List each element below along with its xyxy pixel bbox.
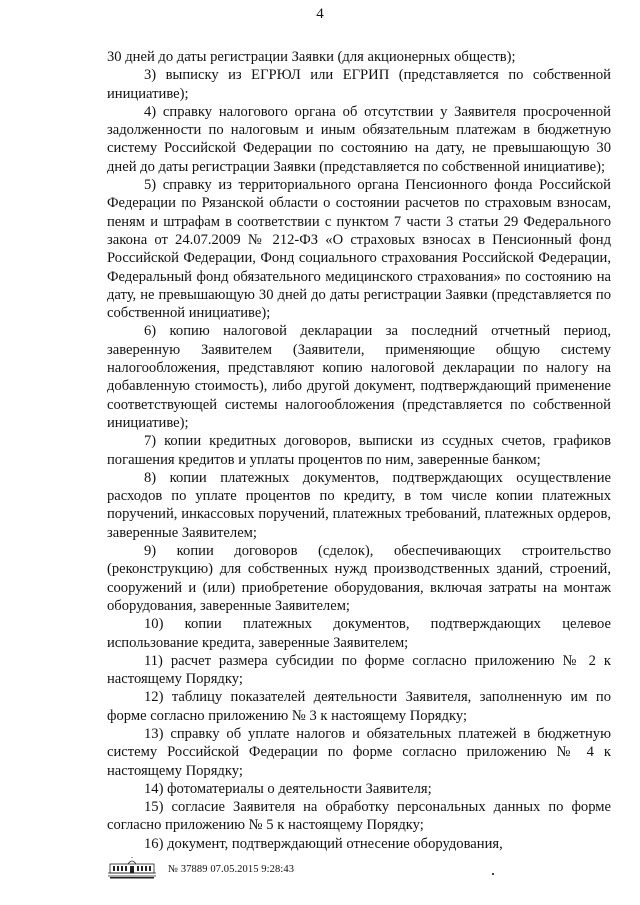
paragraph-item-5: 5) справку из территориального органа Пенсионного фонда Российской Федерации по Рязанской области о состоянии расчетов по страховым взносам, пеням и штрафам в соответствии с пунктом 7 части 3 статьи 29 Федерального закона от 24.07.2009 № 212-ФЗ «О страховых взносах в Пенсионный фонд Российской Федерации, Фонд социального страхования Российской Федерации, Федеральный фонд обязательного медицинского страхования» по состоянию на дату, не превышающую 30 дней до даты регистрации Заявки (представляется по собственной инициативе); <box>107 177 611 322</box>
paragraph-item-6: 6) копию налоговой декларации за последний отчетный период, заверенную Заявителем (Заявители, применяющие общую систему налогообложения, представляют копию налоговой декларации по налогу на добавленную стоимость), либо другой документ, подтверждающий применение соответствующей системы налогообложения (представляется по собственной инициативе); <box>107 323 611 431</box>
paragraph-item-12: 12) таблицу показателей деятельности Заявителя, заполненную им по форме согласно приложению № 3 к настоящему Порядку; <box>107 689 611 724</box>
building-seal-icon <box>106 857 158 882</box>
paragraph-item-8: 8) копии платежных документов, подтверждающих осуществление расходов по уплате процентов по кредиту, в том числе копии платежных поручений, инкассовых поручений, платежных требований, платежных ордеров, заверенные Заявителем; <box>107 469 611 541</box>
paragraph-item-16: 16) документ, подтверждающий отнесение оборудования, <box>144 835 503 852</box>
page-number: 4 <box>316 6 324 22</box>
paragraph-item-15: 15) согласие Заявителя на обработку персональных данных по форме согласно приложению № 5 к настоящему Порядку; <box>107 799 611 834</box>
paragraph-item-7: 7) копии кредитных договоров, выписки из ссудных счетов, графиков погашения кредитов и уплаты процентов по ним, заверенные банком; <box>107 433 611 468</box>
scan-speck <box>492 873 494 875</box>
paragraph-item-13: 13) справку об уплате налогов и обязательных платежей в бюджетную систему Российской Федерации по форме согласно приложению № 4 к настоящему Порядку; <box>107 725 611 779</box>
paragraph-item-10: 10) копии платежных документов, подтверждающих целевое использование кредита, заверенные Заявителем; <box>107 616 611 651</box>
paragraph-item-14: 14) фотоматериалы о деятельности Заявителя; <box>144 780 432 797</box>
paragraph-item-3: 3) выписку из ЕГРЮЛ или ЕГРИП (представляется по собственной инициативе); <box>107 67 611 102</box>
paragraph-item-11: 11) расчет размера субсидии по форме согласно приложению № 2 к настоящему Порядку; <box>107 652 611 688</box>
registration-footer <box>106 857 294 882</box>
paragraph-item-9: 9) копии договоров (сделок), обеспечивающих строительство (реконструкцию) для собственных нужд производственных зданий, строений, сооружений и (или) приобретение оборудования, включая затраты на монтаж оборудования, заверенные Заявителем; <box>107 543 611 614</box>
document-body <box>107 48 611 853</box>
paragraph-continuation: 30 дней до даты регистрации Заявки (для акционерных обществ); <box>107 49 516 65</box>
registration-stamp: № 37889 07.05.2015 9:28:43 <box>168 864 295 875</box>
paragraph-item-4: 4) справку налогового органа об отсутствии у Заявителя просроченной задолженности по налоговым и иным обязательным платежам в бюджетную систему Российской Федерации по состоянию на дату, не превышающую 30 дней до даты регистрации Заявки (представляется по собственной инициативе); <box>107 103 611 175</box>
